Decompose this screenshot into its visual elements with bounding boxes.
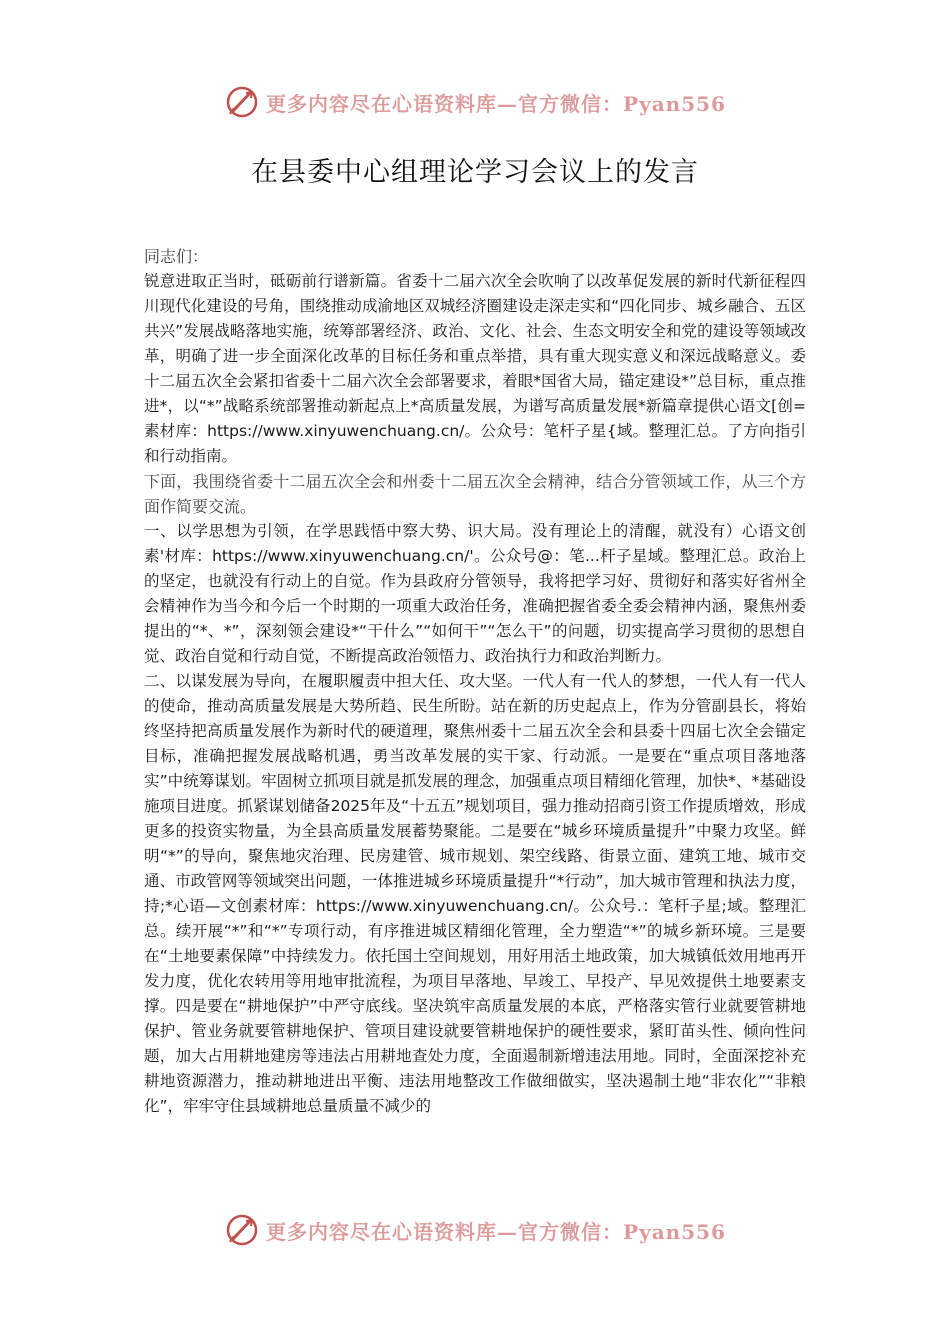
pen-logo-icon: [224, 84, 260, 120]
salutation: 同志们：: [144, 247, 209, 266]
paragraph-overview: 下面，我围绕省委十二届五次全会和州委十二届五次全会精神，结合分管领域工作，从三个方面作简要交流。: [144, 472, 806, 516]
watermark-text: 更多内容尽在心语资料库—官方微信：Pyan556: [266, 1219, 726, 1244]
paragraph-intro: 锐意进取正当时，砥砺前行谱新篇。省委十二届六次全会吹响了以改革促发展的新时代新征程四川现代化建设的号角，围绕推动成渝地区双城经济圈建设走深走实和“四化同步、城乡融合、五区共兴”发展战略落地实施，统筹部署经济、政治、文化、社会、生态文明安全和党的建设等领域改革，明确了进一步全面深化改革的目标任务和重点举措，具有重大现实意义和深远战略意义。委十二届五次全会紧扣省委十二届六次全会部署要求，着眼*国省大局，锚定建设*”总目标，重点推进*，以“*”战略系统部署推动新起点上*高质量发展，为谱写高质量发展*新篇章提供心语文[创=素材库：https://www.xinyuwenchuang.cn/。公众号：笔杆子星{域。整理汇总。了方向指引和行动指南。: [144, 272, 806, 465]
watermark-text: 更多内容尽在心语资料库—官方微信：Pyan556: [266, 91, 726, 116]
paragraph-section-2: 二、以谋发展为导向，在履职履责中担大任、攻大坚。一代人有一代人的梦想，一代人有一代人的使命，推动高质量发展是大势所趋、民生所盼。站在新的历史起点上，作为分管副县长，将始终坚持把高质量发展作为新时代的硬道理，聚焦州委十二届五次全会和县委十四届七次全会锚定目标，准确把握发展战略机遇，勇当改革发展的实干家、行动派。一是要在“重点项目落地落实”中统筹谋划。牢固树立抓项目就是抓发展的理念，加强重点项目精细化管理，加快*、*基础设施项目进度。抓紧谋划储备2025年及“十五五”规划项目，强力推动招商引资工作提质增效，形成更多的投资实物量，为全县高质量发展蓄势聚能。二是要在“城乡环境质量提升”中聚力攻坚。鲜明“*”的导向，聚焦地灾治理、民房建管、城市规划、架空线路、街景立面、建筑工地、城市交通、市政管网等领域突出问题，一体推进城乡环境质量提升“*行动”，加大城市管理和执法力度，持;*心语—文创素材库：https://www.xinyuwenchuang.cn/。公众号.：笔杆子星;域。整理汇总。续开展“*”和“*”专项行动，有序推进城区精细化管理，全力塑造“*”的城乡新环境。三是要在“土地要素保障”中持续发力。依托国土空间规划，用好用活土地政策，加大城镇低效用地再开发力度，优化农转用等用地审批流程，为项目早落地、早竣工、早投产、早见效提供土地要素支撑。四是要在“耕地保护”中严守底线。坚决筑牢高质量发展的本底，严格落实管行业就要管耕地保护、管业务就要管耕地保护、管项目建设就要管耕地保护的硬性要求，紧盯苗头性、倾向性问题，加大占用耕地建房等违法占用耕地查处力度，全面遏制新增违法用地。同时，全面深挖补充耕地资源潜力，推动耕地进出平衡、违法用地整改工作做细做实，坚决遏制土地“非农化”“非粮化”，牢牢守住县域耕地总量质量不减少的: [144, 672, 806, 1115]
document-body: [144, 244, 806, 1119]
watermark-footer: [0, 1208, 950, 1252]
paragraph-section-1: 一、以学思想为引领，在学思践悟中察大势、识大局。没有理论上的清醒，就没有）心语文创素'材库：https://www.xinyuwenchuang.cn/'。公众号@：笔...杆子星域。整理汇总。政治上的坚定，也就没有行动上的自觉。作为县政府分管领导，我将把学习好、贯彻好和落实好省州全会精神作为当今和今后一个时期的一项重大政治任务，准确把握省委全委会精神内涵，聚焦州委提出的“*、*”，深刻领会建设*“干什么”“如何干”“怎么干”的问题，切实提高学习贯彻的思想自觉、政治自觉和行动自觉，不断提高政治领悟力、政治执行力和政治判断力。: [144, 522, 806, 665]
watermark-header: [0, 80, 950, 124]
pen-logo-icon: [224, 1212, 260, 1248]
document-title: 在县委中心组理论学习会议上的发言: [251, 157, 699, 188]
